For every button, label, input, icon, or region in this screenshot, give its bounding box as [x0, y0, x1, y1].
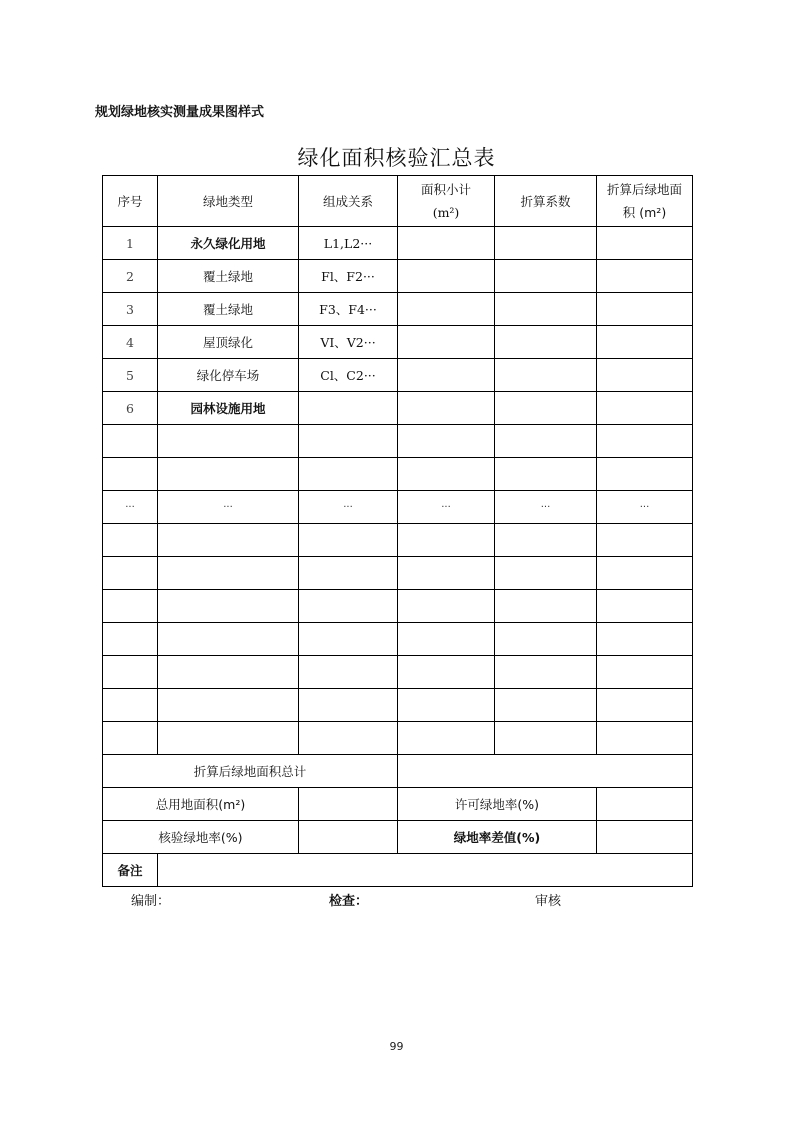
header-converted-line2: 积 (m²) [622, 205, 667, 220]
table-row [103, 392, 693, 425]
empty-cell [299, 623, 398, 656]
empty-cell [103, 425, 158, 458]
empty-cell [398, 557, 495, 590]
row-seq: 3 [103, 293, 158, 326]
table-row [103, 293, 693, 326]
header-converted [597, 176, 693, 227]
empty-cell [398, 590, 495, 623]
empty-cell [597, 458, 693, 491]
table-row-empty [103, 623, 693, 656]
empty-cell [495, 524, 597, 557]
empty-cell [158, 623, 299, 656]
row-area-cell [398, 392, 495, 425]
empty-cell [597, 425, 693, 458]
header-seq: 序号 [103, 176, 158, 227]
total-land-label: 总用地面积(m²) [103, 788, 299, 821]
table-row-empty [103, 425, 693, 458]
header-area [398, 176, 495, 227]
empty-cell [495, 623, 597, 656]
row-converted-cell [597, 392, 693, 425]
ellipsis-cell: ··· [597, 491, 693, 524]
row-composition: F3、F4··· [299, 293, 398, 326]
summary-table [102, 175, 693, 887]
row-converted-cell [597, 293, 693, 326]
verified-rate-value [299, 821, 398, 854]
reviewed-by-label: 审核 [535, 894, 562, 909]
ellipsis-cell: ··· [158, 491, 299, 524]
empty-cell [103, 623, 158, 656]
row-area-cell [398, 359, 495, 392]
table-row-empty [103, 524, 693, 557]
rate-diff-label: 绿地率差值(%) [398, 821, 597, 854]
total-land-value [299, 788, 398, 821]
row-area-cell [398, 227, 495, 260]
total-converted-label: 折算后绿地面积总计 [103, 755, 398, 788]
ellipsis-cell: ··· [398, 491, 495, 524]
header-factor: 折算系数 [495, 176, 597, 227]
empty-cell [103, 722, 158, 755]
empty-cell [597, 590, 693, 623]
empty-cell [495, 425, 597, 458]
empty-cell [158, 590, 299, 623]
table-title: 绿化面积核验汇总表 [297, 146, 496, 170]
prepared-by-label: 编制： [131, 894, 171, 909]
row-area-cell [398, 326, 495, 359]
row-composition: VI、V2··· [299, 326, 398, 359]
table-row [103, 227, 693, 260]
empty-cell [158, 458, 299, 491]
empty-cell [158, 656, 299, 689]
empty-cell [299, 689, 398, 722]
header-area-unit: (m²) [432, 205, 460, 220]
empty-cell [398, 524, 495, 557]
empty-cell [103, 557, 158, 590]
row-converted-cell [597, 260, 693, 293]
checked-by-label: 检查： [329, 894, 369, 909]
row-seq: 1 [103, 227, 158, 260]
empty-cell [398, 458, 495, 491]
empty-cell [103, 656, 158, 689]
row-type: 永久绿化用地 [158, 227, 299, 260]
empty-cell [597, 557, 693, 590]
empty-cell [103, 458, 158, 491]
row-factor-cell [495, 326, 597, 359]
empty-cell [495, 458, 597, 491]
empty-cell [158, 425, 299, 458]
land-area-row [103, 788, 693, 821]
rate-diff-value [597, 821, 693, 854]
empty-cell [398, 623, 495, 656]
row-factor-cell [495, 260, 597, 293]
empty-cell [398, 656, 495, 689]
empty-cell [158, 689, 299, 722]
verified-rate-label: 核验绿地率(%) [103, 821, 299, 854]
row-factor-cell [495, 293, 597, 326]
empty-cell [495, 656, 597, 689]
row-seq: 4 [103, 326, 158, 359]
table-row [103, 326, 693, 359]
empty-cell [103, 590, 158, 623]
total-converted-value [398, 755, 693, 788]
table-row-empty [103, 557, 693, 590]
ellipsis-cell: ··· [299, 491, 398, 524]
empty-cell [495, 689, 597, 722]
table-row-empty [103, 590, 693, 623]
header-composition: 组成关系 [299, 176, 398, 227]
row-converted-cell [597, 326, 693, 359]
empty-cell [495, 722, 597, 755]
remarks-label: 备注 [103, 854, 158, 887]
document-header-label: 规划绿地核实测量成果图样式 [95, 105, 265, 120]
remarks-row [103, 854, 693, 887]
row-seq: 2 [103, 260, 158, 293]
empty-cell [495, 590, 597, 623]
empty-cell [299, 722, 398, 755]
empty-cell [597, 689, 693, 722]
header-converted-line1: 折算后绿地面 [606, 182, 682, 197]
table-row [103, 260, 693, 293]
empty-cell [299, 425, 398, 458]
empty-cell [597, 524, 693, 557]
permitted-rate-label: 许可绿地率(%) [398, 788, 597, 821]
row-type: 覆土绿地 [158, 293, 299, 326]
empty-cell [299, 524, 398, 557]
row-composition: Fl、F2··· [299, 260, 398, 293]
row-seq: 5 [103, 359, 158, 392]
empty-cell [597, 722, 693, 755]
header-area-label: 面积小计 [420, 182, 471, 197]
row-composition: Cl、C2··· [299, 359, 398, 392]
remarks-value [158, 854, 693, 887]
permitted-rate-value [597, 788, 693, 821]
row-composition [299, 392, 398, 425]
empty-cell [597, 656, 693, 689]
empty-cell [299, 458, 398, 491]
row-converted-cell [597, 227, 693, 260]
page-number: 99 [389, 1040, 404, 1053]
empty-cell [398, 425, 495, 458]
table-row-empty [103, 458, 693, 491]
header-type: 绿地类型 [158, 176, 299, 227]
empty-cell [495, 557, 597, 590]
row-composition: L1,L2··· [299, 227, 398, 260]
row-type: 覆土绿地 [158, 260, 299, 293]
rate-row [103, 821, 693, 854]
empty-cell [299, 590, 398, 623]
row-area-cell [398, 293, 495, 326]
total-converted-row [103, 755, 693, 788]
row-type: 屋顶绿化 [158, 326, 299, 359]
row-factor-cell [495, 392, 597, 425]
empty-cell [158, 557, 299, 590]
table-row-empty [103, 689, 693, 722]
row-seq: 6 [103, 392, 158, 425]
row-factor-cell [495, 359, 597, 392]
row-type: 园林设施用地 [158, 392, 299, 425]
table-header-row [103, 176, 693, 227]
empty-cell [299, 557, 398, 590]
table-row-empty [103, 722, 693, 755]
empty-cell [398, 689, 495, 722]
row-area-cell [398, 260, 495, 293]
table-row-ellipsis [103, 491, 693, 524]
empty-cell [158, 524, 299, 557]
empty-cell [299, 656, 398, 689]
row-converted-cell [597, 359, 693, 392]
empty-cell [398, 722, 495, 755]
row-factor-cell [495, 227, 597, 260]
ellipsis-cell: ··· [103, 491, 158, 524]
empty-cell [103, 524, 158, 557]
empty-cell [103, 689, 158, 722]
empty-cell [597, 623, 693, 656]
empty-cell [158, 722, 299, 755]
table-row [103, 359, 693, 392]
row-type: 绿化停车场 [158, 359, 299, 392]
table-row-empty [103, 656, 693, 689]
ellipsis-cell: ··· [495, 491, 597, 524]
